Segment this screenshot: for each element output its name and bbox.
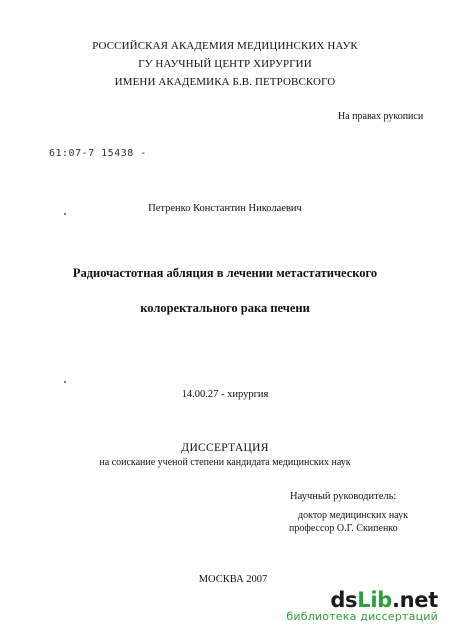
logo-part-ds: ds	[330, 588, 358, 612]
institution-line-3: ИМЕНИ АКАДЕМИКА Б.В. ПЕТРОВСКОГО	[114, 76, 336, 88]
dslib-logo[interactable]	[286, 589, 438, 611]
supervisor-label: Научный руководитель:	[290, 491, 397, 502]
dissertation-subheading: на соискание ученой степени кандидата медицинских наук	[99, 457, 351, 468]
dissertation-title-line-1: Радиочастотная абляция в лечении метастатического	[72, 266, 378, 280]
scan-mark	[64, 381, 66, 383]
specialty-code: 14.00.27 - хирургия	[181, 389, 269, 400]
supervisor-degree: доктор медицинских наук	[298, 510, 408, 521]
dissertation-heading: ДИССЕРТАЦИЯ	[181, 442, 269, 454]
place-year: МОСКВА 2007	[198, 574, 268, 585]
dslib-subtitle: библиотека диссертаций	[286, 610, 438, 623]
dslib-watermark[interactable]	[286, 589, 438, 623]
supervisor-name: профессор О.Г. Скипенко	[289, 523, 398, 534]
dissertation-title-line-2: колоректального рака печени	[140, 301, 310, 315]
rights-note: На правах рукописи	[338, 111, 424, 122]
institution-line-2: ГУ НАУЧНЫЙ ЦЕНТР ХИРУРГИИ	[138, 58, 312, 70]
institution-line-1: РОССИЙСКАЯ АКАДЕМИЯ МЕДИЦИНСКИХ НАУК	[92, 40, 358, 52]
logo-part-lib: Lib	[357, 588, 392, 612]
logo-part-net: .net	[391, 588, 438, 612]
library-stamp: 61:07-7 15438 -	[49, 148, 147, 159]
author-name: Петренко Константин Николаевич	[148, 203, 302, 214]
